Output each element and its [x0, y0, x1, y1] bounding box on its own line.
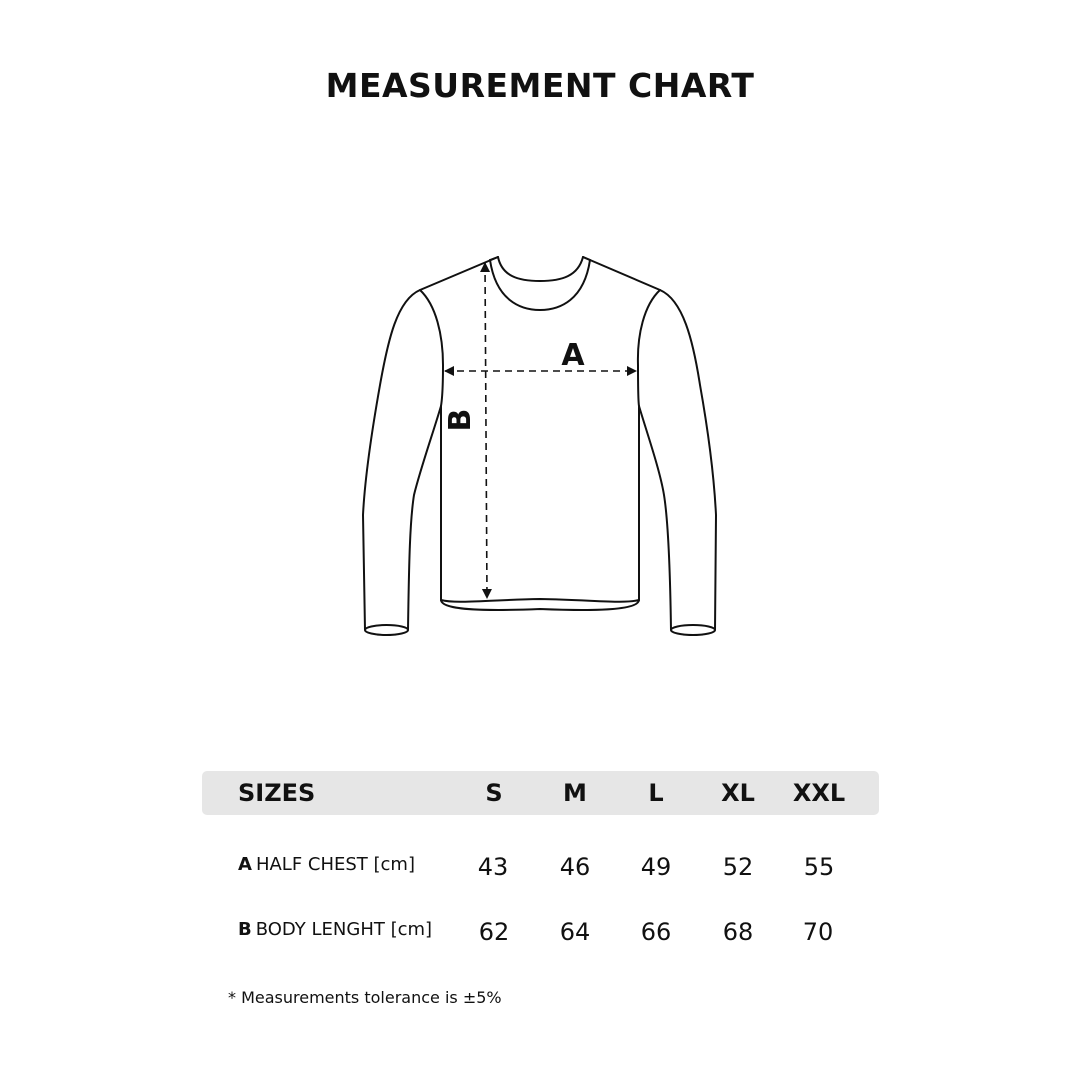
size-header-m: M — [563, 779, 587, 807]
tolerance-note: * Measurements tolerance is ±5% — [228, 988, 502, 1007]
body-length-value-xl: 68 — [722, 918, 754, 946]
sweater-outline — [363, 257, 716, 635]
size-header-l: L — [648, 779, 664, 807]
body-length-code: B — [238, 919, 252, 940]
sizes-header: SIZES — [238, 779, 316, 807]
body-length-label — [238, 917, 432, 943]
measure-a-label: A — [561, 338, 585, 373]
body-length-value-l: 66 — [640, 918, 672, 946]
body-length-value-m: 64 — [559, 918, 591, 946]
half-chest-value-xxl: 55 — [803, 853, 835, 881]
size-header-xxl: XXL — [792, 779, 846, 807]
half-chest-value-l: 49 — [640, 853, 672, 881]
body-length-value-s: 62 — [478, 918, 510, 946]
half-chest-label — [238, 852, 415, 878]
size-header-s: S — [485, 779, 503, 807]
body-length-text: BODY LENGHT [cm] — [255, 919, 433, 940]
size-header-xl: XL — [721, 779, 755, 807]
half-chest-value-m: 46 — [559, 853, 591, 881]
half-chest-value-xl: 52 — [722, 853, 754, 881]
measure-b-line — [485, 263, 487, 598]
measure-b-label: B — [443, 408, 478, 432]
body-length-value-xxl: 70 — [802, 918, 834, 946]
half-chest-code: A — [238, 854, 252, 875]
half-chest-text: HALF CHEST [cm] — [255, 854, 415, 875]
page-title: MEASUREMENT CHART — [325, 66, 755, 105]
half-chest-value-s: 43 — [477, 853, 509, 881]
